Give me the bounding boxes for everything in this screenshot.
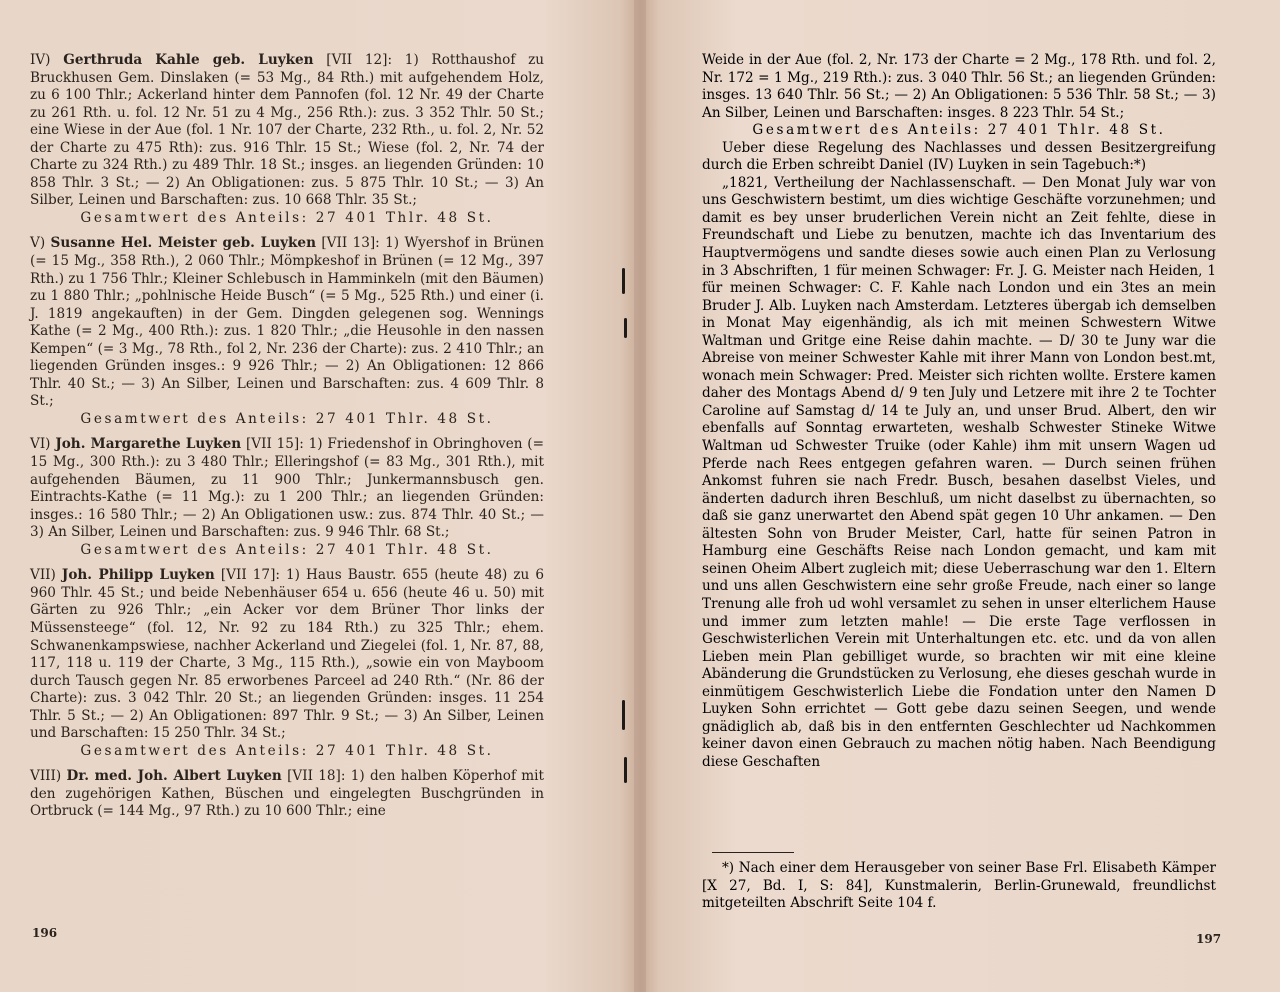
entry-text: VII) Joh. Philipp Luyken [VII 17]: 1) Haus Baustr. 655 (heute 48) zu 6 960 Thlr. 45 St.; und beide Nebenhäuser 654 u. 656 (heute 46 u. 50) mit Gärten zu 926 Thlr.; „ein Acker vor dem Brüner Thor links der Müssensteege“ (fol. 12, Nr. 92 zu 184 Rth.) zu 325 Thlr.; ehem. Schwanenkampswiese, nachher Ackerland und Ziegelei (fol. 1, Nr. 87, 88, 117, 118 u. 119 der Charte, 3 Mg., 115 Rth.), „sowie ein von Mayboom durch Tausch gegen Nr. 85 erworbenes Parceel ad 240 Rth.“ (Nr. 86 der Charte): zus. 3 042 Thlr. 20 St.; an liegenden Gründen: insges. 11 254 Thlr. 5 St.; — 2) An Obligationen: 897 Thlr. 9 St.; — 3) An Silber, Leinen und Barschaften: 15 250 Thlr. 34 St.; [30,567,544,742]
heir-entry-vi [30,436,544,559]
entry-total: Gesamtwert des Anteils: 27 401 Thlr. 48 St. [80,209,494,226]
footnote-rule [712,852,794,853]
diary-intro: Ueber diese Regelung des Nachlasses und dessen Besitzergreifung durch die Erben schreibt Daniel (IV) Luyken in sein Tagebuch:*) [702,139,1216,174]
entry-total: Gesamtwert des Anteils: 27 401 Thlr. 48 St. [80,410,494,427]
binding-thread [624,757,627,783]
footnote [702,860,1216,913]
entry-text: VIII) Dr. med. Joh. Albert Luyken [VII 18]: 1) den halben Köperhof mit den zugehörigen Kathen, Büschen und eingelegten Buschgründen in Ortbruck (= 144 Mg., 97 Rth.) zu 10 600 Thlr.; eine [30,768,544,820]
heir-entry-viii [30,768,544,821]
binding-thread [624,318,627,338]
left-page-text-column [30,52,544,821]
diary-quote: „1821, Vertheilung der Nachlassenschaft. — Den Monat July war von uns Geschwistern bestimt, um dies wichtige Geschäfte vorzunehmen; und damit es bey unser bruderlichen Verein nicht an Zeit fehlte, diese in Freundschaft und Liebe zu benutzen, machte ich das Inventarium des Hauptvermögens und sandte dieses sowie auch einen Plan zu Verlosung in 3 Abschriften, 1 für meinen Schwager: Fr. J. G. Meister nach Heiden, 1 für meinen Schwager: C. F. Kahle nach London und ein 3tes an mein Bruder J. Alb. Luyken nach Amsterdam. Letzteres übergab ich demselben in Monat May eigenhändig, als ich mit meinen Schwestern Witwe Waltman und Gritge eine Reise dahin machte. — D/ 30 te Juny war die Abreise von meiner Schwester Kahle mit ihrer Mann von London best.mt, wonach mein Schwager: Pred. Meister sich richten wollte. Erstere kamen daher des Montags Abend d/ 9 ten July und Letzere mit ihre 2 te Tochter Caroline auf Samstag d/ 14 te July an, und unser Brud. Albert, den wir ebenfalls auf Sonntag erwarteten, weshalb Schwester Stineke Witwe Waltman ud Schwester Truike (oder Kahle) ihm mit unsern Wagen ud Pferde nach Rees entgegen gefahren waren. — Durch seinen frühen Ankomst fuhren sie nach Fredr. Busch, besahen daselbst Vieles, und änderten dadurch ihren Beschluß, um nicht daselbst zu übernachten, so daß sie ganz unerwartet den Abend spät gegen 10 Uhr ankamen. — Den ältesten Sohn von Bruder Meister, Carl, hatte für seinen Patron in Hamburg eine Geschäfts Reise nach London gemacht, und kam mit seinen Oheim Albert zugleich mit; diese Ueberraschung war den 1. Eltern und uns allen Geschwistern eine sehr große Freude, nach einer so lange Trenung alle froh ud wohl versamlet zu sehen in unser elterlichem Hause und immer zum letzten mahle! — Die erste Tage verflossen in Geschwisterlichen Verein mit Unterhaltungen etc. etc. und da von allen Lieben mein Plan gebilliget wurde, so brachten wir mit eine kleine Abänderung die Grundstücken zu Verlosung, ehe dieses geschah wurde in einmütigem Geschwisterlich Liebe die Fondation unter den Namen D Luyken Sohn errichtet — Gott gebe dazu seinen Seegen, und wende gnädiglich ab, daß bis in den entfernten Geschlechter ud Nachkommen keiner davon einen Gebrauch zu machen nötig haben. Nach Beendigung diese Geschaften [702,174,1216,770]
footnote-text: *) Nach einer dem Herausgeber von seiner Base Frl. Elisabeth Kämper [X 27, Bd. I, S: 84], Kunstmalerin, Berlin-Grunewald, freundlichst mitgeteilten Abschrift Seite 104 f. [702,860,1216,912]
page-number-left: 196 [32,926,58,940]
heir-entry-iv [30,52,544,227]
heir-entry-v [30,235,544,428]
entry-text: IV) Gerthruda Kahle geb. Luyken [VII 12]: 1) Rotthaushof zu Bruckhusen Gem. Dinslaken (= 53 Mg., 84 Rth.) mit aufgehendem Holz, zu 6 100 Thlr.; Ackerland hinter dem Pannofen (fol. 12 Nr. 49 der Charte zu 261 Rth. u. fol. 12 Nr. 51 zu 4 Mg., 256 Rth.): zus. 3 352 Thlr. 50 St.; eine Wiese in der Aue (fol. 1 Nr. 107 der Charte, 232 Rth., u. fol. 2, Nr. 52 der Charte zu 475 Rth): zus. 916 Thlr. 15 St.; Wiese (fol. 2, Nr. 74 der Charte zu 324 Rth.) zu 489 Thlr. 18 St.; insges. an liegenden Gründen: 10 858 Thlr. 3 St.; — 2) An Obligationen: zus. 5 875 Thlr. 10 St.; — 3) An Silber, Leinen und Barschaften: zus. 10 668 Thlr. 35 St.; [30,52,545,209]
entry-total: Gesamtwert des Anteils: 27 401 Thlr. 48 St. [80,541,494,558]
entry-text: V) Susanne Hel. Meister geb. Luyken [VII 13]: 1) Wyershof in Brünen (= 15 Mg., 358 Rth.), 2 060 Thlr.; Mömpkeshof in Brünen (= 12 Mg., 397 Rth.) zu 1 756 Thlr.; Kleiner Schlebusch in Hamminkeln (mit den Bäumen) zu 1 880 Thlr.; „pohlnische Heide Busch“ (= 5 Mg., 525 Rth.) und einer (i. J. 1819 angekauften) in der Gem. Dingden gelegenen sog. Wennings Kathe (= 2 Mg., 400 Rth.): zus. 1 820 Thlr.; „die Heusohle in den nassen Kempen“ (= 3 Mg., 78 Rth., fol 2, Nr. 236 der Charte): zus. 2 410 Thlr.; an liegenden Gründen insges.: 9 926 Thlr.; — 2) An Obligationen: 12 866 Thlr. 40 St.; — 3) An Silber, Leinen und Barschaften: zus. 4 609 Thlr. 8 St.; [30,235,544,410]
right-page-text-column [702,52,1216,771]
heir-entry-vii [30,567,544,760]
binding-thread [622,700,625,730]
page-number-right: 197 [1196,932,1222,946]
entry-total: Gesamtwert des Anteils: 27 401 Thlr. 48 St. [80,742,494,759]
entry-text: VI) Joh. Margarethe Luyken [VII 15]: 1) Friedenshof in Obringhoven (= 15 Mg., 300 Rth.): zu 3 480 Thlr.; Elleringshof (= 83 Mg., 301 Rth.), mit aufgehenden Bäumen, zu 11 900 Thlr.; Junkermannsbusch gen. Eintrachts-Kathe (= 11 Mg.): zu 1 200 Thlr.; an liegenden Gründen: insges.: 16 580 Thlr.; — 2) An Obligationen usw.: zus. 874 Thlr. 40 St.; — 3) An Silber, Leinen und Barschaften: zus. 9 946 Thlr. 68 St.; [30,436,545,541]
entry-total: Gesamtwert des Anteils: 27 401 Thlr. 48 St. [752,122,1166,139]
binding-thread [622,268,625,294]
continuation-text: Weide in der Aue (fol. 2, Nr. 173 der Charte = 2 Mg., 178 Rth. und fol. 2, Nr. 172 = 1 Mg., 219 Rth.): zus. 3 040 Thlr. 56 St.; an liegenden Gründen: insges. 13 640 Thlr. 56 St.; — 2) An Obligationen: 5 536 Thlr. 58 St.; — 3) An Silber, Leinen und Barschaften: insges. 8 223 Thlr. 54 St.; [702,52,1216,121]
gutter-shadow-right [640,0,646,992]
